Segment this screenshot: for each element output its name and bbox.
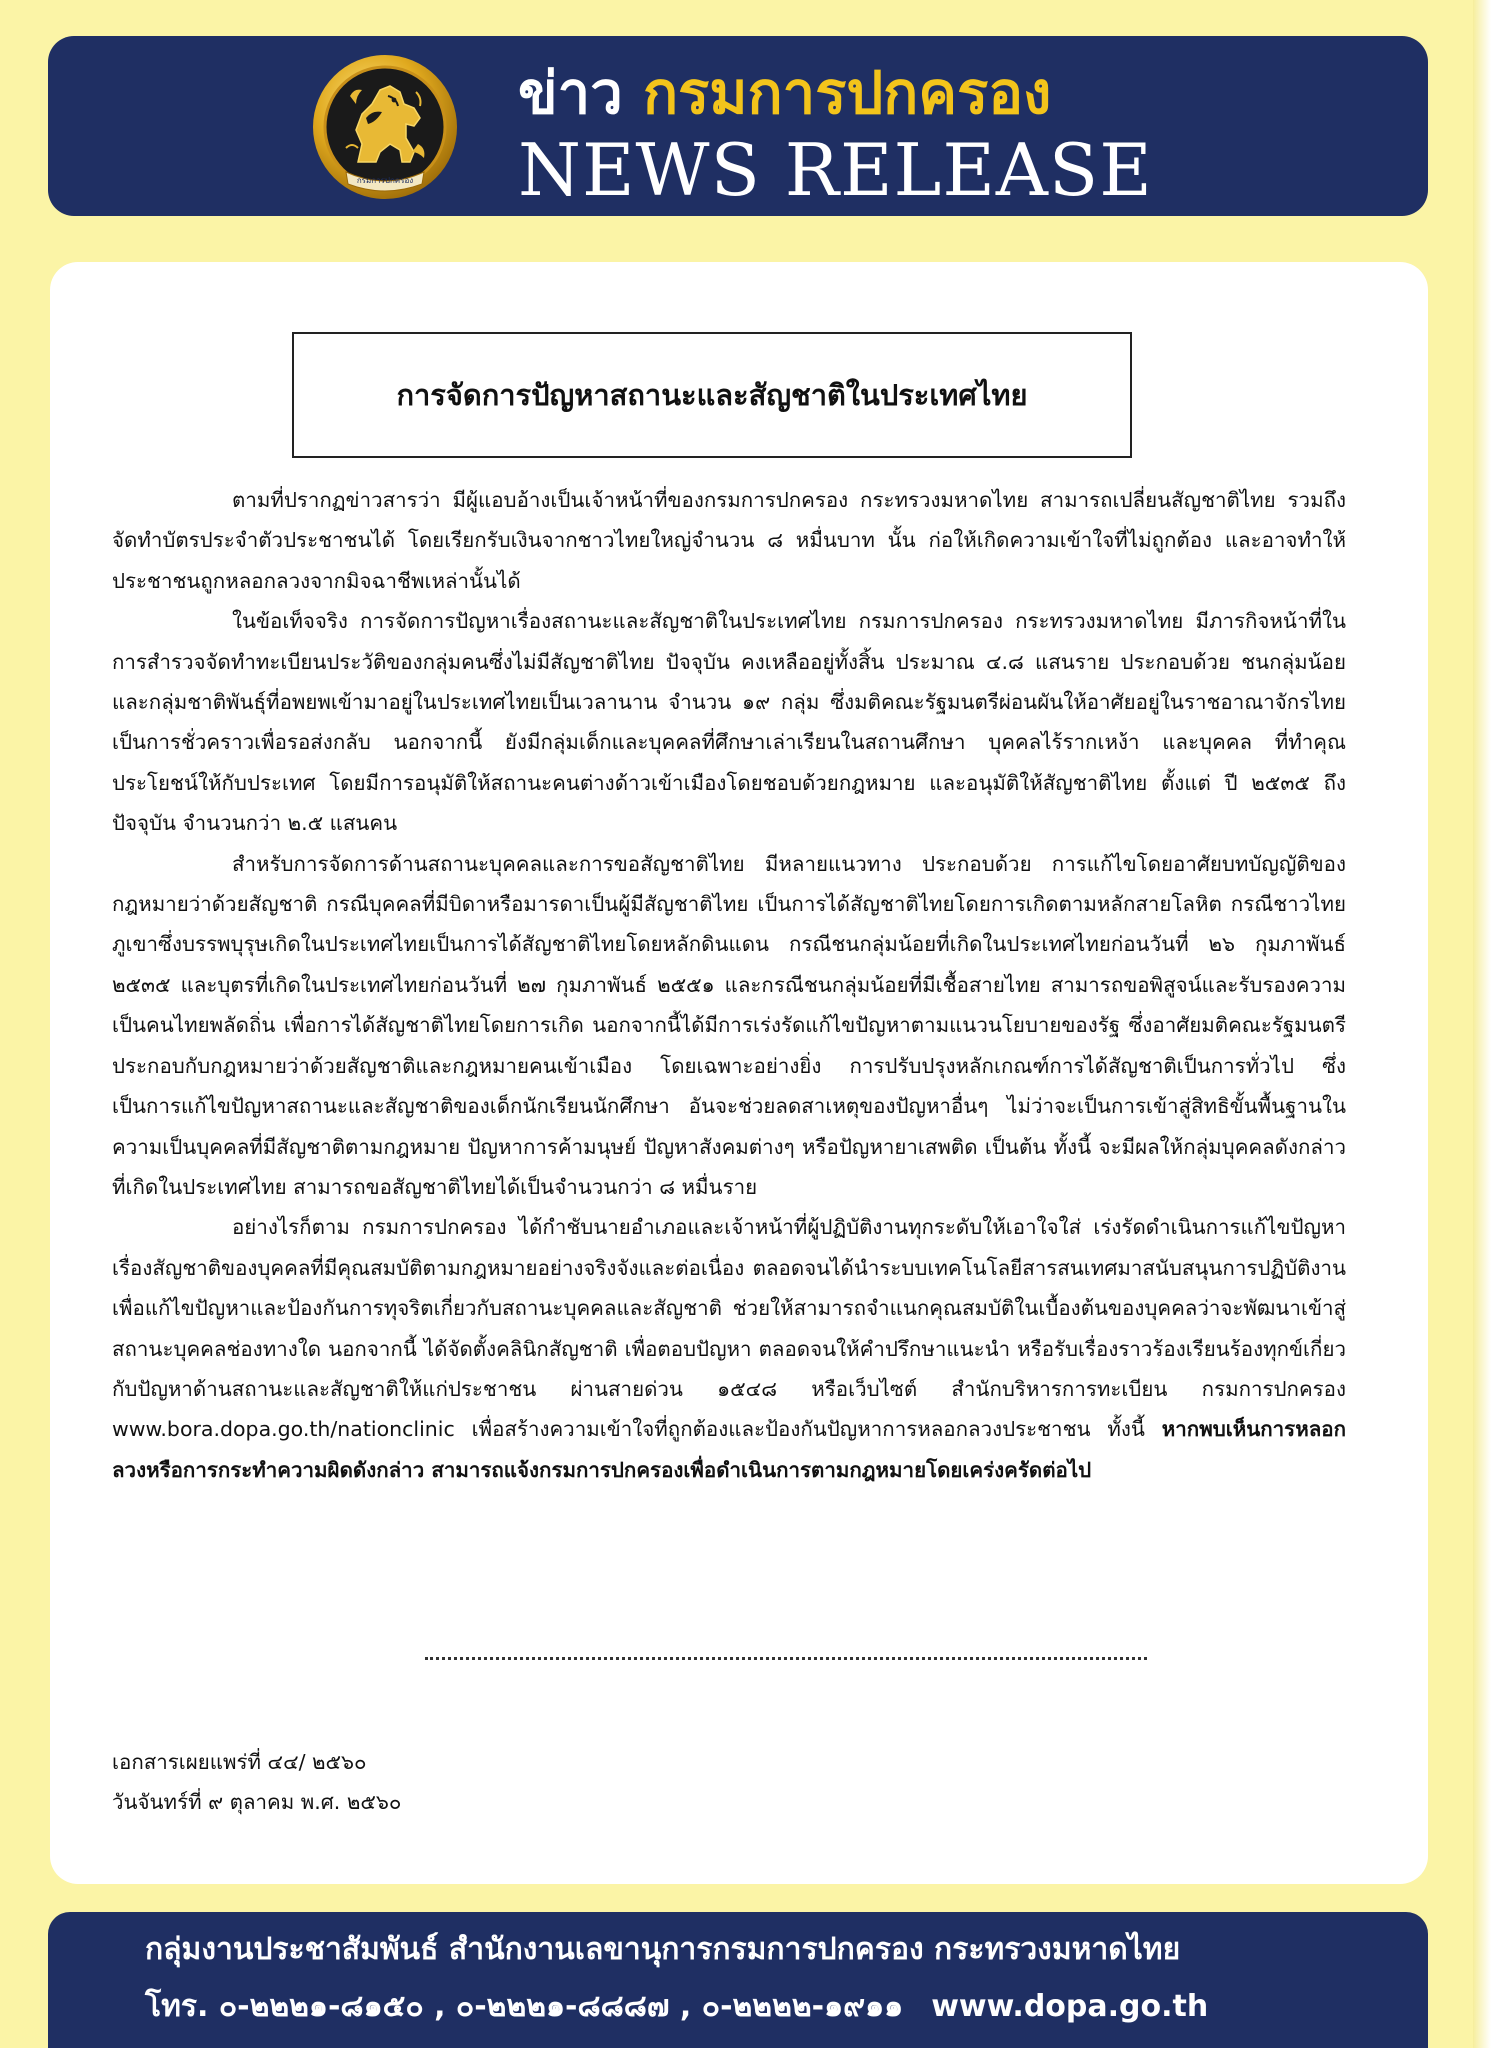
header-title-thai (518, 58, 1051, 128)
dopa-emblem-logo (310, 52, 460, 202)
footer-website-link[interactable]: www.dopa.go.th (931, 1989, 1209, 2024)
document-date: วันจันทร์ที่ ๙ ตุลาคม พ.ศ. ๒๕๖๐ (112, 1790, 402, 1814)
header-title-department: กรมการปกครอง (643, 59, 1052, 127)
content-panel (50, 262, 1428, 1884)
footer-contact (145, 1980, 1208, 2034)
article-paragraph-4-text: อย่างไรก็ตาม กรมการปกครอง ได้กำชับนายอำเภอและเจ้าหน้าที่ผู้ปฏิบัติงานทุกระดับให้เอาใจใส่ เร่งรัดดำเนินการแก้ไขปัญหาเรื่องสัญชาติของบุคคลที่มีคุณสมบัติตามกฎหมายอย่างจริงจังและต่อเนื่อง ตลอดจนได้นำระบบเทคโนโลยีสารสนเทศมาสนับสนุนการปฏิบัติงาน เพื่อแก้ไขปัญหาและป้องกันการทุจริตเกี่ยวกับสถานะบุคคลและสัญชาติ ช่วยให้สามารถจำแนกคุณสมบัติในเบื้องต้นของบุคคลว่าจะพัฒนาเข้าสู่สถานะบุคคลช่องทางใด นอกจากนี้ ได้จัดตั้งคลินิกสัญชาติ เพื่อตอบปัญหา ตลอดจนให้คำปรึกษาแนะนำ หรือรับเรื่องราวร้องเรียนร้องทุกข์เกี่ยวกับปัญหาด้านสถานะและสัญชาติให้แก่ประชาชน ผ่านสายด่วน ๑๕๔๘ หรือเว็บไซต์ สำนักบริหารการทะเบียน กรมการปกครอง www.bora.dopa.go.th/nationclinic เพื่อสร้างความเข้าใจที่ถูกต้องและป้องกันปัญหาการหลอกลวงประชาชน ทั้งนี้ (112, 1215, 1346, 1442)
footer-phone: โทร. ๐-๒๒๒๑-๘๑๕๐ , ๐-๒๒๒๑-๘๘๘๗ , ๐-๒๒๒๒-๑๙๑๑ (145, 1989, 904, 2024)
article-paragraph-4-warning: หากพบเห็นการหลอกลวงหรือการกระทำความผิดดังกล่าว สามารถแจ้งกรมการปกครองเพื่อดำเนินการตามกฎหมายโดยเคร่งครัดต่อไป (112, 1417, 1346, 1482)
dotted-divider (425, 1657, 1147, 1660)
document-number: เอกสารเผยแพร่ที่ ๔๔/ ๒๕๖๐ (112, 1750, 367, 1774)
headline-box (292, 332, 1132, 458)
article-paragraph-4 (112, 1207, 1346, 1490)
article-paragraph-1: ตามที่ปรากฏข่าวสารว่า มีผู้แอบอ้างเป็นเจ้าหน้าที่ของกรมการปกครอง กระทรวงมหาดไทย สามารถเปลี่ยนสัญชาติไทย รวมถึงจัดทำบัตรประจำตัวประชาชนได้ โดยเรียกรับเงินจากชาวไทยใหญ่จำนวน ๘ หมื่นบาท นั้น ก่อให้เกิดความเข้าใจที่ไม่ถูกต้อง และอาจทำให้ประชาชนถูกหลอกลวงจากมิจฉาชีพเหล่านั้นได้ (112, 488, 1346, 593)
article-paragraph-2: ในข้อเท็จจริง การจัดการปัญหาเรื่องสถานะและสัญชาติในประเทศไทย กรมการปกครอง กระทรวงมหาดไทย มีภารกิจหน้าที่ในการสำรวจจัดทำทะเบียนประวัติของกลุ่มคนซึ่งไม่มีสัญชาติไทย ปัจจุบัน คงเหลืออยู่ทั้งสิ้น ประมาณ ๔.๘ แสนราย ประกอบด้วย ชนกลุ่มน้อยและกลุ่มชาติพันธุ์ที่อพยพเข้ามาอยู่ในประเทศไทยเป็นเวลานาน จำนวน ๑๙ กลุ่ม ซึ่งมติคณะรัฐมนตรีผ่อนผันให้อาศัยอยู่ในราชอาณาจักรไทยเป็นการชั่วคราวเพื่อรอส่งกลับ นอกจากนี้ ยังมีกลุ่มเด็กและบุคคลที่ศึกษาเล่าเรียนในสถานศึกษา บุคคลไร้รากเหง้า และบุคคล ที่ทำคุณประโยชน์ให้กับประเทศ โดยมีการอนุมัติให้สถานะคนต่างด้าวเข้าเมืองโดยชอบด้วยกฎหมาย และอนุมัติให้สัญชาติไทย ตั้งแต่ ปี ๒๕๓๕ ถึงปัจจุบัน จำนวนกว่า ๒.๕ แสนคน (112, 609, 1346, 836)
header-title-news-word: ข่าว (518, 59, 623, 127)
page-edge (1473, 0, 1491, 2048)
header-title-english: NEWS RELEASE (518, 128, 1153, 212)
emblem-ribbon-text: กรมการปกครอง (356, 176, 414, 185)
article-body (112, 480, 1346, 1490)
article-headline: การจัดการปัญหาสถานะและสัญชาติในประเทศไทย (396, 378, 1028, 412)
article-paragraph-3: สำหรับการจัดการด้านสถานะบุคคลและการขอสัญชาติไทย มีหลายแนวทาง ประกอบด้วย การแก้ไขโดยอาศัยบทบัญญัติของกฎหมายว่าด้วยสัญชาติ กรณีบุคคลที่มีบิดาหรือมารดาเป็นผู้มีสัญชาติไทย เป็นการได้สัญชาติไทยโดยการเกิดตามหลักสายโลหิต กรณีชาวไทยภูเขาซึ่งบรรพบุรุษเกิดในประเทศไทยเป็นการได้สัญชาติไทยโดยหลักดินแดน กรณีชนกลุ่มน้อยที่เกิดในประเทศไทยก่อนวันที่ ๒๖ กุมภาพันธ์ ๒๕๓๕ และบุตรที่เกิดในประเทศไทยก่อนวันที่ ๒๗ กุมภาพันธ์ ๒๕๕๑ และกรณีชนกลุ่มน้อยที่มีเชื้อสายไทย สามารถขอพิสูจน์และรับรองความเป็นคนไทยพลัดถิ่น เพื่อการได้สัญชาติไทยโดยการเกิด นอกจากนี้ได้มีการเร่งรัดแก้ไขปัญหาตามแนวนโยบายของรัฐ ซึ่งอาศัยมติคณะรัฐมนตรีประกอบกับกฎหมายว่าด้วยสัญชาติและกฎหมายคนเข้าเมือง โดยเฉพาะอย่างยิ่ง การปรับปรุงหลักเกณฑ์การได้สัญชาติเป็นการทั่วไป ซึ่งเป็นการแก้ไขปัญหาสถานะและสัญชาติของเด็กนักเรียนนักศึกษา อันจะช่วยลดสาเหตุของปัญหาอื่นๆ ไม่ว่าจะเป็นการเข้าสู่สิทธิขั้นพื้นฐานในความเป็นบุคคลที่มีสัญชาติตามกฎหมาย ปัญหาการค้ามนุษย์ ปัญหาสังคมต่างๆ หรือปัญหายาเสพติด เป็นต้น ทั้งนี้ จะมีผลให้กลุ่มบุคคลดังกล่าวที่เกิดในประเทศไทย สามารถขอสัญชาติไทยได้เป็นจำนวนกว่า ๘ หมื่นราย (112, 851, 1346, 1199)
header-banner (48, 36, 1428, 216)
footer-banner (48, 1912, 1428, 2048)
footer-organization: กลุ่มงานประชาสัมพันธ์ สำนักงานเลขานุการกรมการปกครอง กระทรวงมหาดไทย (145, 1932, 1181, 1967)
document-meta (112, 1742, 401, 1822)
